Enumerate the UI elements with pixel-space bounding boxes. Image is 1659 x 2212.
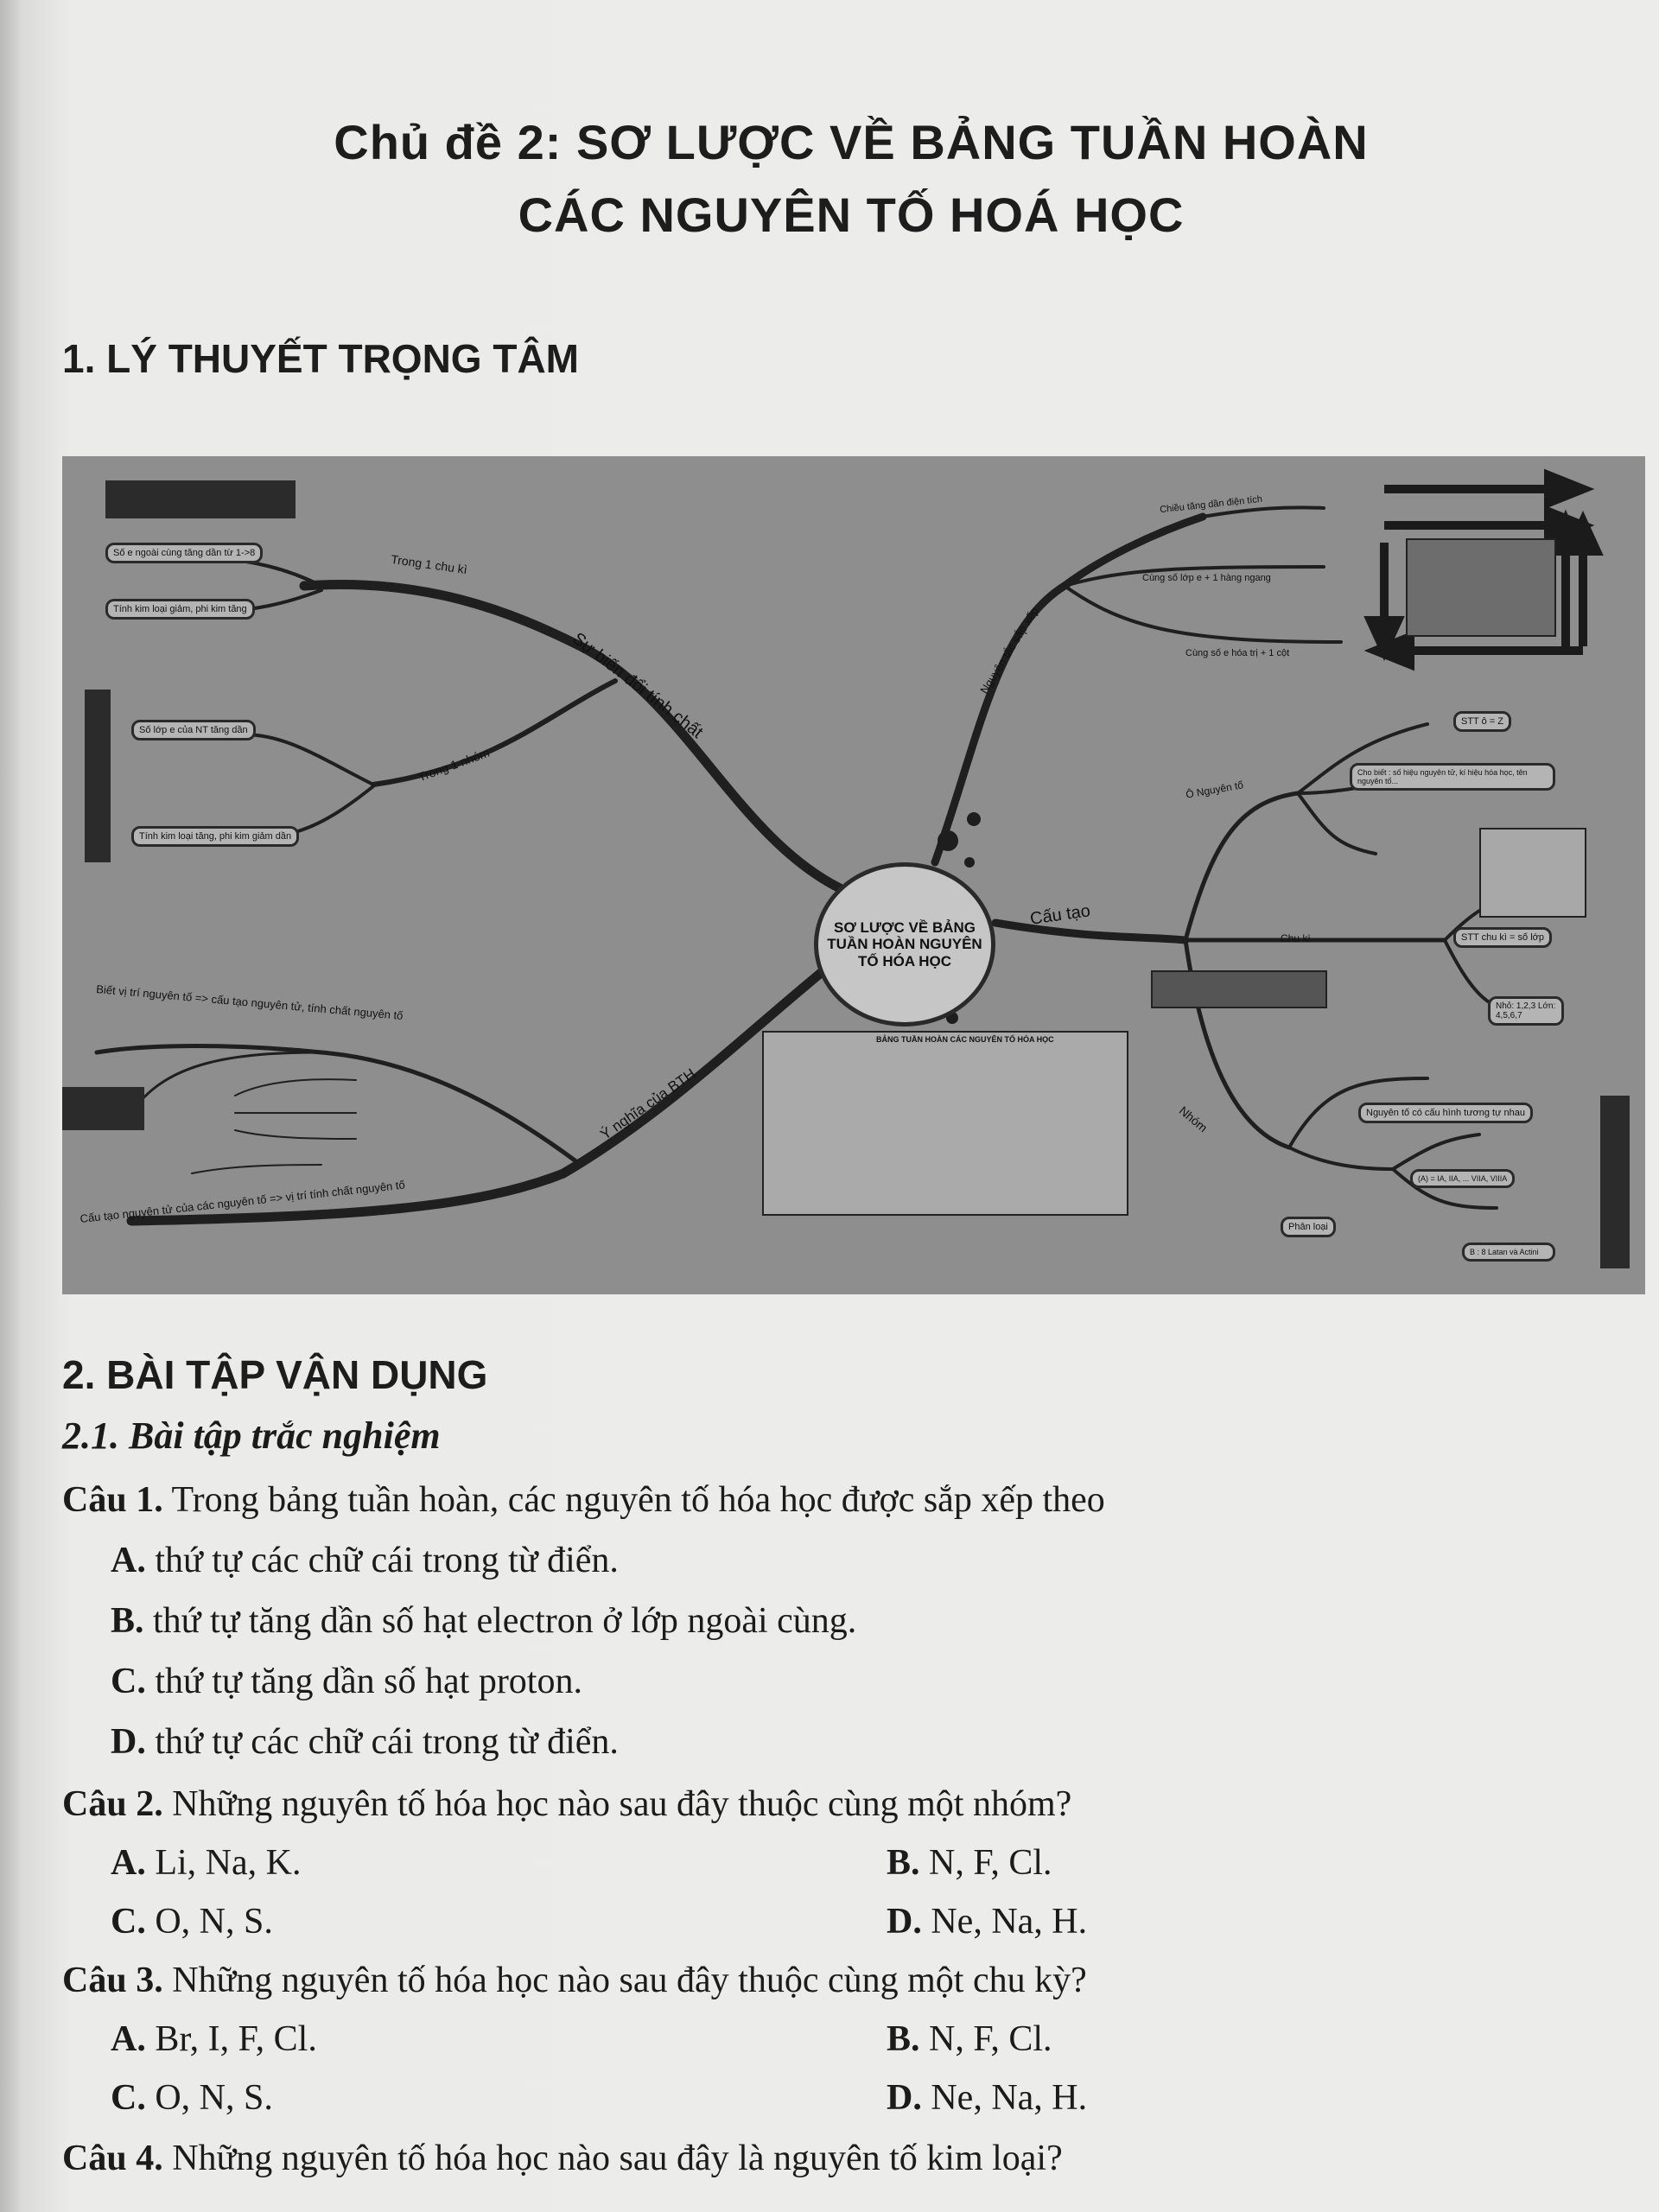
option-2d: D. Ne, Na, H. [887,1902,1088,1942]
node-cau-tao-nguyen-tu: Cấu tạo nguyên tử của các nguyên tố => vị trí tính chất nguyên tố [79,1178,406,1225]
option-1d: D. thứ tự các chữ cái trong từ điển. [111,1722,619,1762]
icon-block-thumbnail [62,1087,144,1130]
node-chu-ki: Chu kì [1281,932,1311,944]
periodic-grid-thumbnail [1406,538,1556,637]
chapter-title-line2: CÁC NGUYÊN TỐ HOÁ HỌC [518,188,1185,242]
question-4 [62,2138,1063,2179]
branch-nguyen-tac-sap-xep: Nguyên tắc sắp xếp [977,605,1041,696]
option-3a: A. Br, I, F, Cl. [111,2019,317,2059]
periodic-table-thumbnail [762,1031,1128,1216]
mind-map-figure [62,456,1645,1294]
subsection-multiple-choice: 2.1. Bài tập trắc nghiệm [62,1414,441,1457]
box-chu-ki-2: Tính kim loại giảm, phi kim tăng [105,599,255,620]
question-1 [62,1479,1105,1521]
period-row-thumbnail [1151,970,1327,1008]
question-text: Những nguyên tố hóa học nào sau đây thuộc cùng một chu kỳ? [162,1961,1087,2000]
box-nho-lon: Nhỏ: 1,2,3 Lớn: 4,5,6,7 [1488,996,1564,1026]
node-chieu-tang: Chiều tăng dần điện tích [1159,493,1263,516]
box-nhom-1: Số lớp e của NT tăng dần [131,720,256,741]
mini-table-thumbnail [105,480,296,518]
node-o-nguyen-to: Ô Nguyên tố [1185,779,1244,801]
branch-y-nghia-bth: Ý nghĩa của BTH [597,1065,699,1143]
question-text: Trong bảng tuần hoàn, các nguyên tố hóa học được sắp xếp theo [162,1480,1105,1520]
option-2c: C. O, N, S. [111,1902,273,1942]
book-binding [0,0,19,2212]
node-nhom: Nhóm [1176,1103,1211,1135]
bth-thumbnail-title: BẢNG TUẦN HOÀN CÁC NGUYÊN TỐ HÓA HỌC [876,1035,1054,1044]
element-cell-thumbnail [1479,828,1586,918]
option-3b: B. N, F, Cl. [887,2019,1052,2059]
box-nhom-2: Tính kim loại tăng, phi kim giảm dần [131,826,299,847]
question-3 [62,1960,1087,2001]
node-trong-chu-ki: Trong 1 chu kì [390,551,468,577]
question-label: Câu 1. [62,1480,163,1520]
option-2b: B. N, F, Cl. [887,1843,1052,1883]
question-text: Những nguyên tố hóa học nào sau đây thuộc cùng một nhóm? [162,1784,1072,1824]
box-stt-chu-ki: STT chu kì = số lớp [1453,927,1552,948]
question-text: Những nguyên tố hóa học nào sau đây là nguyên tố kim loại? [162,2139,1063,2178]
section-heading-theory: 1. LÝ THUYẾT TRỌNG TÂM [62,336,579,381]
option-1a: A. thứ tự các chữ cái trong từ điển. [111,1541,619,1580]
question-2 [62,1783,1071,1825]
option-1c: C. thứ tự tăng dần số hạt proton. [111,1662,582,1701]
box-stt-o: STT ô = Z [1453,711,1511,732]
node-trong-nhom: Trong 1 nhóm [416,745,492,785]
box-nhom-a: (A) = IA, IIA, ... VIIA, VIIIA [1410,1169,1515,1188]
question-label: Câu 2. [62,1784,163,1824]
option-3c: C. O, N, S. [111,2078,273,2118]
group-strip-thumbnail [1600,1096,1630,1268]
node-biet-vi-tri: Biết vị trí nguyên tố => cấu tạo nguyên tử, tính chất nguyên tố [95,982,404,1023]
branch-cau-tao: Cấu tạo [1028,901,1092,929]
box-nhom-b: B : 8 Latan và Actini [1462,1243,1555,1262]
option-2a: A. Li, Na, K. [111,1843,302,1883]
option-3d: D. Ne, Na, H. [887,2078,1088,2118]
box-cho-biet: Cho biết : số hiệu nguyên tử, kí hiệu hóa học, tên nguyên tố... [1350,763,1555,791]
option-1b: B. thứ tự tăng dần số hạt electron ở lớp ngoài cùng. [111,1601,857,1641]
section-heading-exercises: 2. BÀI TẬP VẬN DỤNG [62,1352,488,1397]
question-label: Câu 3. [62,1961,163,2000]
question-label: Câu 4. [62,2139,163,2178]
node-cung-so-lop: Cùng số lớp e + 1 hàng ngang [1142,573,1271,583]
group-column-thumbnail [85,690,111,862]
box-phan-loai: Phân loại [1281,1217,1336,1237]
mind-map-center: SƠ LƯỢC VỀ BẢNG TUẦN HOÀN NGUYÊN TỐ HÓA HỌC [814,862,995,1027]
box-chu-ki-1: Số e ngoài cùng tăng dần từ 1->8 [105,543,263,563]
box-cau-hinh-tuong-tu: Nguyên tố có cấu hình tương tự nhau [1358,1103,1533,1123]
branch-bien-doi-tinh-chat: Sự biến đổi tính chất [569,629,707,743]
chapter-title-line1: Chủ đề 2: SƠ LƯỢC VỀ BẢNG TUẦN HOÀN [334,115,1369,169]
node-cung-so-e-hoa-tri: Cùng số e hóa trị + 1 cột [1185,648,1290,658]
